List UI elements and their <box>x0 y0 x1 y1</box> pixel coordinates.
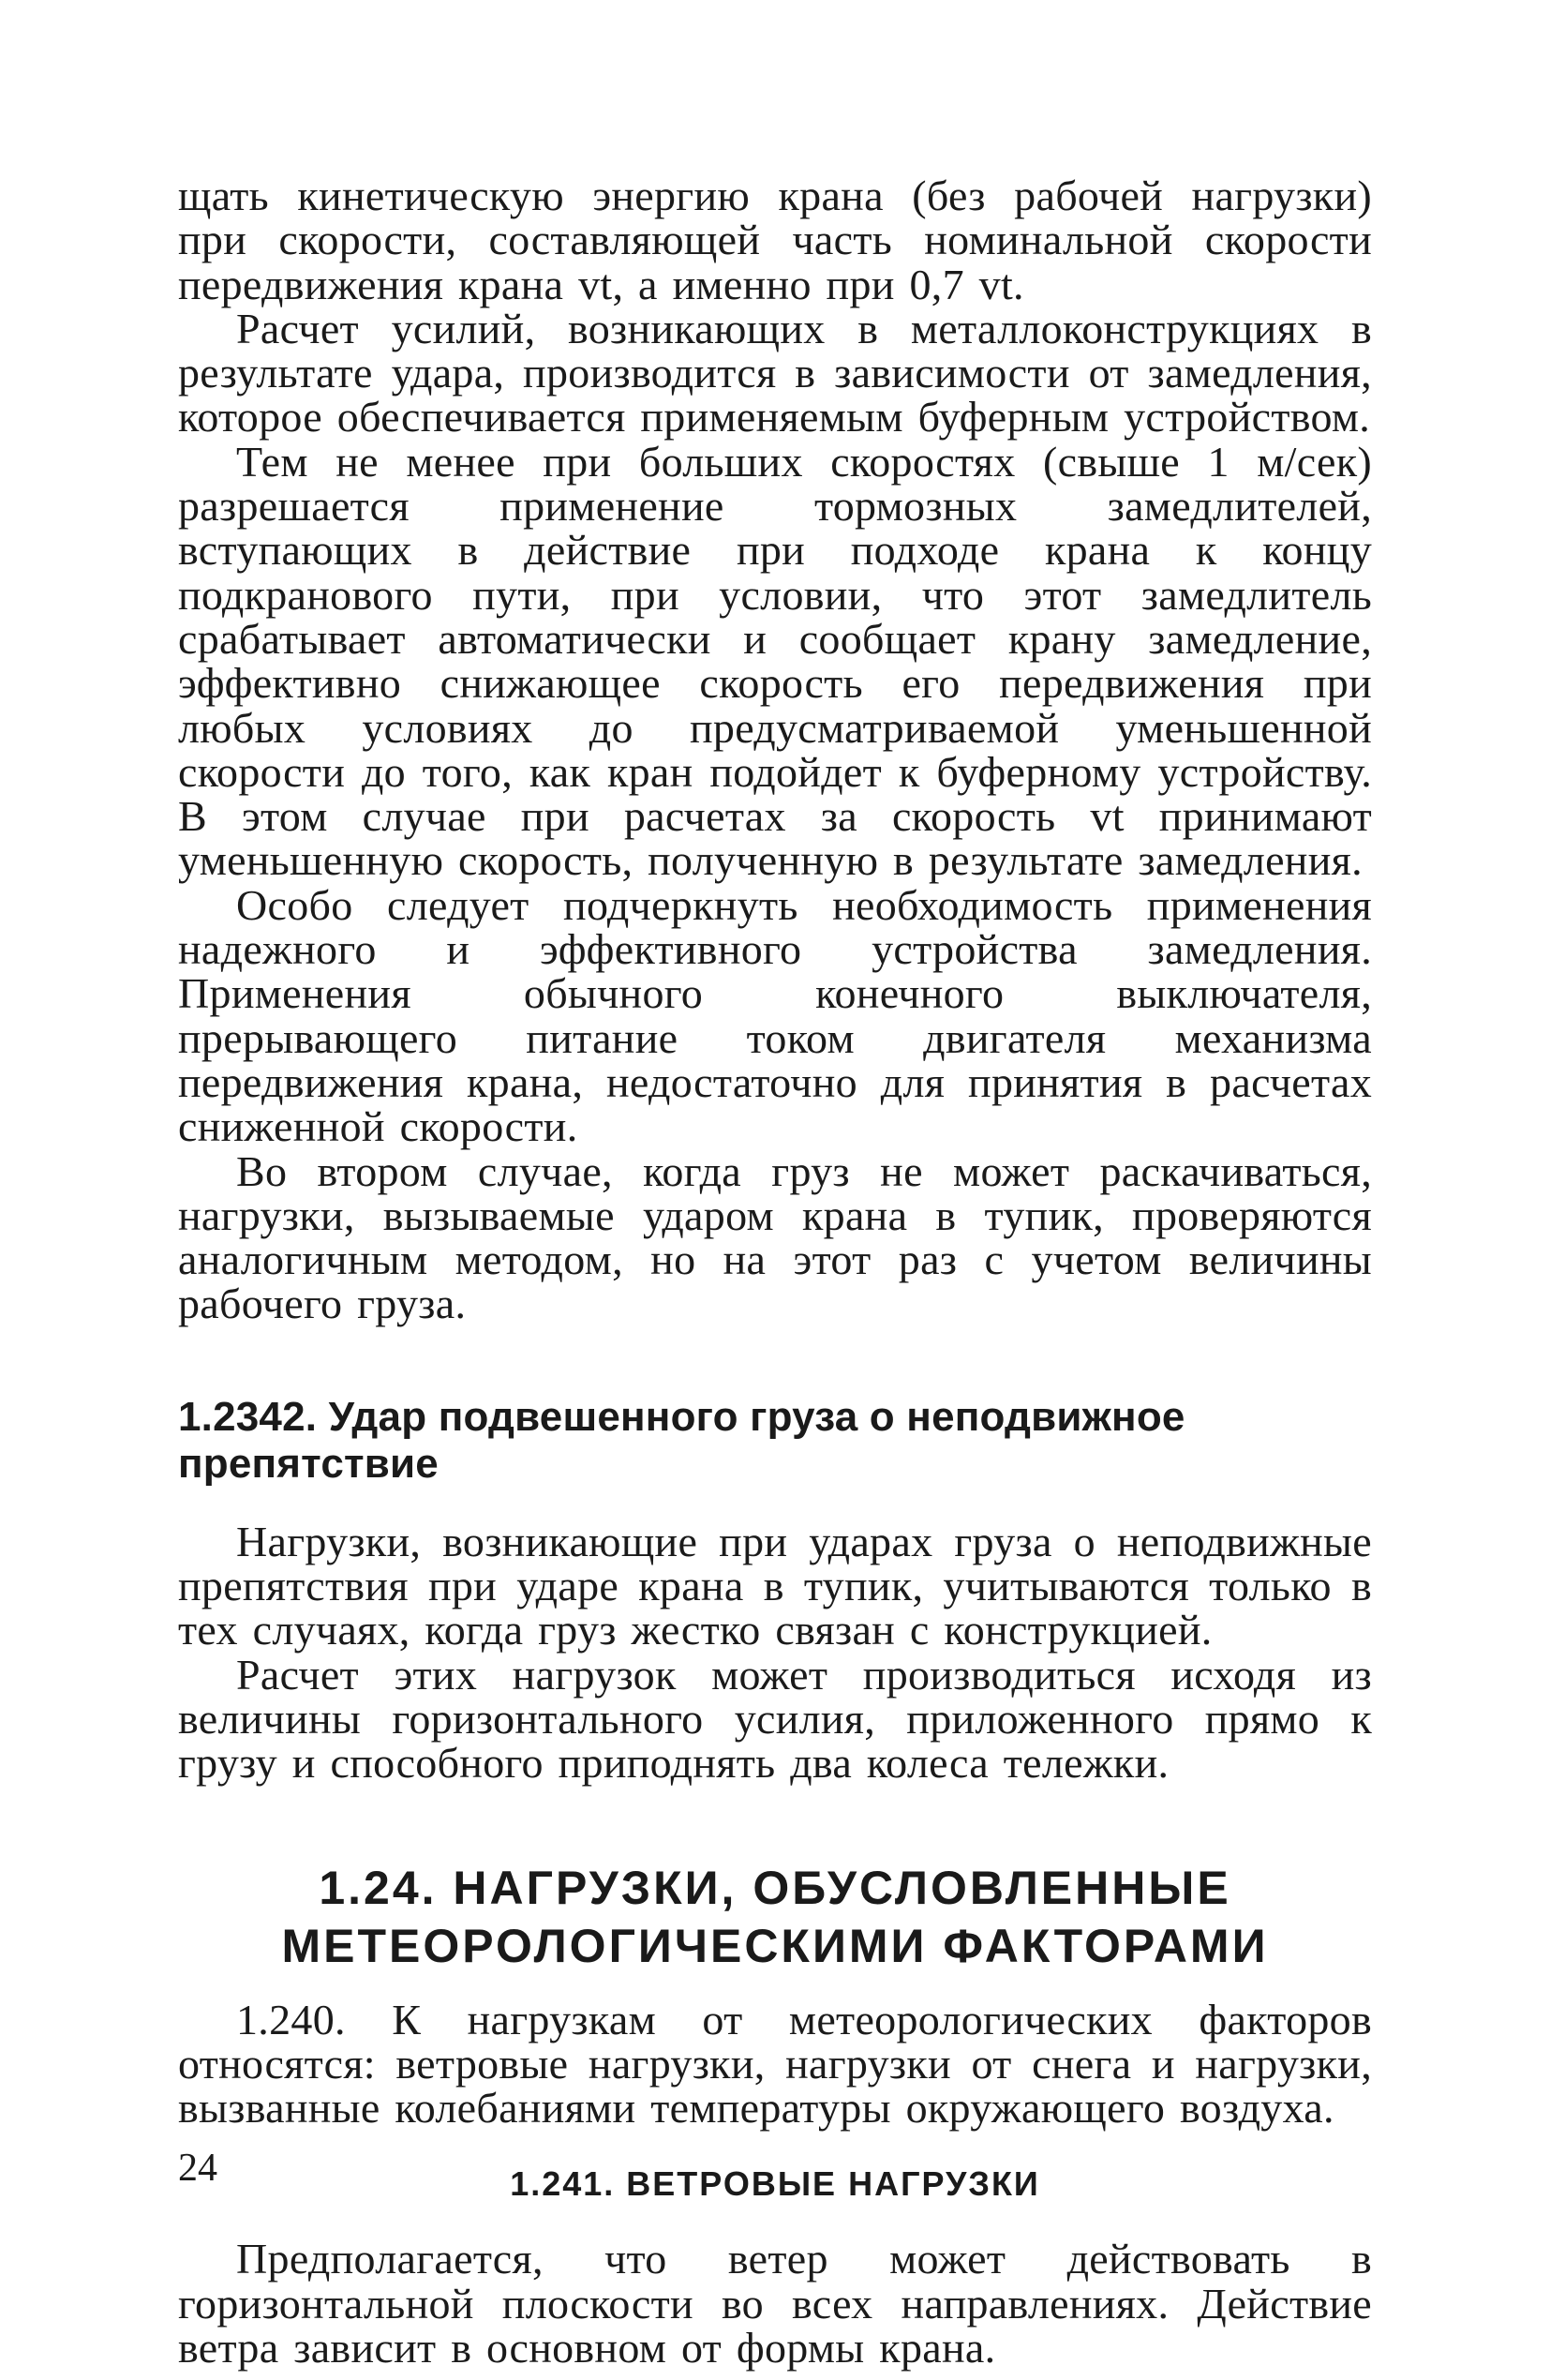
paragraph: Предполагается, что ветер может действовать в горизонтальной плоскости во всех направлениях. Действие ветра зависит в основном от формы крана. <box>178 2235 1372 2372</box>
paragraph: Во втором случае, когда груз не может раскачиваться, нагрузки, вызываемые ударом крана в тупик, проверяются аналогичным методом, но на этот раз с учетом величины рабочего груза. <box>178 1146 1372 1328</box>
paragraph: Тем не менее при больших скоростях (свыше 1 м/сек) разрешается применение тормозных замедлителей, вступающих в действие при подходе крана к концу подкранового пути, при условии, что этот замедлитель срабатывает автоматически и сообщает крану замедление, эффективно снижающее скорость его передвижения при любых условиях до предусматриваемой уменьшенной скорости до того, как кран подойдет к буферному устройству. В этом случае при расчетах за скорость vt принимают уменьшенную скорость, полученную в результате замедления. <box>178 437 1372 885</box>
page-number: 24 <box>178 2147 217 2190</box>
paragraph: Расчет усилий, возникающих в металлоконструкциях в результате удара, производится в зависимости от замедления, которое обеспечивается применяемым буферным устройством. <box>178 304 1372 442</box>
subsection-heading-1-241: 1.241. ВЕТРОВЫЕ НАГРУЗКИ <box>510 2164 1040 2204</box>
section-heading-line: 1.24. НАГРУЗКИ, ОБУСЛОВЛЕННЫЕ <box>319 1861 1231 1914</box>
paragraph: 1.240. К нагрузкам от метеорологических факторов относятся: ветровые нагрузки, нагрузки от снега и нагрузки, вызванные колебаниями температуры окружающего воздуха. <box>178 1995 1372 2133</box>
section-heading-1-24 <box>178 1859 1372 1975</box>
subsection-heading-1-2342: 1.2342. Удар подвешенного груза о неподвижное препятствие <box>178 1393 1185 1487</box>
section-heading-line: МЕТЕОРОЛОГИЧЕСКИМИ ФАКТОРАМИ <box>281 1919 1269 1972</box>
paragraph: щать кинетическую энергию крана (без рабочей нагрузки) при скорости, составляющей часть номинальной скорости передвижения крана vt, а именно при 0,7 vt. <box>178 172 1372 308</box>
paragraph: Особо следует подчеркнуть необходимость применения надежного и эффективного устройства замедления. Применения обычного конечного выключателя, прерывающего питание током двигателя механизма передвижения крана, недостаточно для принятия в расчетах сниженной скорости. <box>178 880 1372 1151</box>
paragraph: Расчет этих нагрузок может производиться исходя из величины горизонтального усилия, приложенного прямо к грузу и способного приподнять два колеса тележки. <box>178 1650 1372 1788</box>
paragraph: Нагрузки, возникающие при ударах груза о неподвижные препятствия при ударе крана в тупик, учитываются только в тех случаях, когда груз жестко связан с конструкцией. <box>178 1517 1372 1654</box>
